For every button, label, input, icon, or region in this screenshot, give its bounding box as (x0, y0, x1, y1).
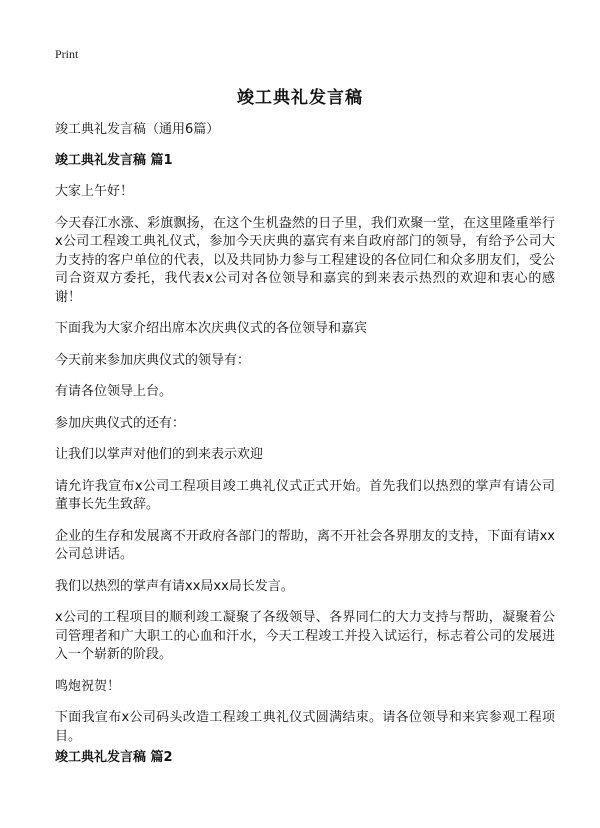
paragraph: 今天前来参加庆典仪式的领导有： (55, 352, 251, 368)
paragraph: 参加庆典仪式的还有： (55, 415, 186, 431)
paragraph: 下面我为大家介绍出席本次庆典仪式的各位领导和嘉宾 (55, 321, 368, 336)
paragraph: 鸣炮祝贺！ (55, 678, 121, 694)
section-heading-1: 竣工典礼发言稿 篇1 (55, 153, 173, 168)
section-heading-2: 竣工典礼发言稿 篇2 (55, 750, 173, 765)
paragraph: 企业的生存和发展离不开政府各部门的帮助，离不开社会各界朋友的支持，下面有请xx公司总讲话。 (55, 528, 555, 562)
paragraph: 大家上午好！ (55, 184, 134, 199)
paragraph: 让我们以掌声对他们的到来表示欢迎 (55, 447, 264, 462)
paragraph-list (55, 183, 555, 746)
print-label: Print (55, 47, 79, 61)
document-subtitle: 竣工典礼发言稿（通用6篇） (55, 122, 220, 137)
paragraph: 有请各位领导上台。 (55, 384, 173, 399)
paragraph: 下面我宣布x公司码头改造工程竣工典礼仪式圆满结束。请各位领导和来宾参观工程项目。 (55, 710, 555, 744)
paragraph: x公司的工程项目的顺利竣工凝聚了各级领导、各界同仁的大力支持与帮助，凝聚着公司管理者和广大职工的心血和汗水，今天工程竣工并投入试运行，标志着公司的发展进入一个崭新的阶段。 (55, 610, 555, 662)
document-content (55, 121, 555, 759)
paragraph: 今天春江水涨、彩旗飘扬，在这个生机盎然的日子里，我们欢聚一堂，在这里隆重举行x公司工程竣工典礼仪式，参加今天庆典的嘉宾有来自政府部门的领导，有给予公司大力支持的客户单位的代表，以及共同协力参与工程建设的各位同仁和众多朋友们，受公司合资双方委托，我代表x公司对各位领导和嘉宾的到来表示热烈的欢迎和衷心的感谢！ (55, 215, 555, 305)
paragraph: 我们以热烈的掌声有请xx局xx局长发言。 (55, 578, 294, 594)
document-title: 竣工典礼发言稿 (237, 88, 363, 108)
paragraph: 请允许我宣布x公司工程项目竣工典礼仪式正式开始。首先我们以热烈的掌声有请公司董事长先生致辞。 (55, 478, 555, 512)
